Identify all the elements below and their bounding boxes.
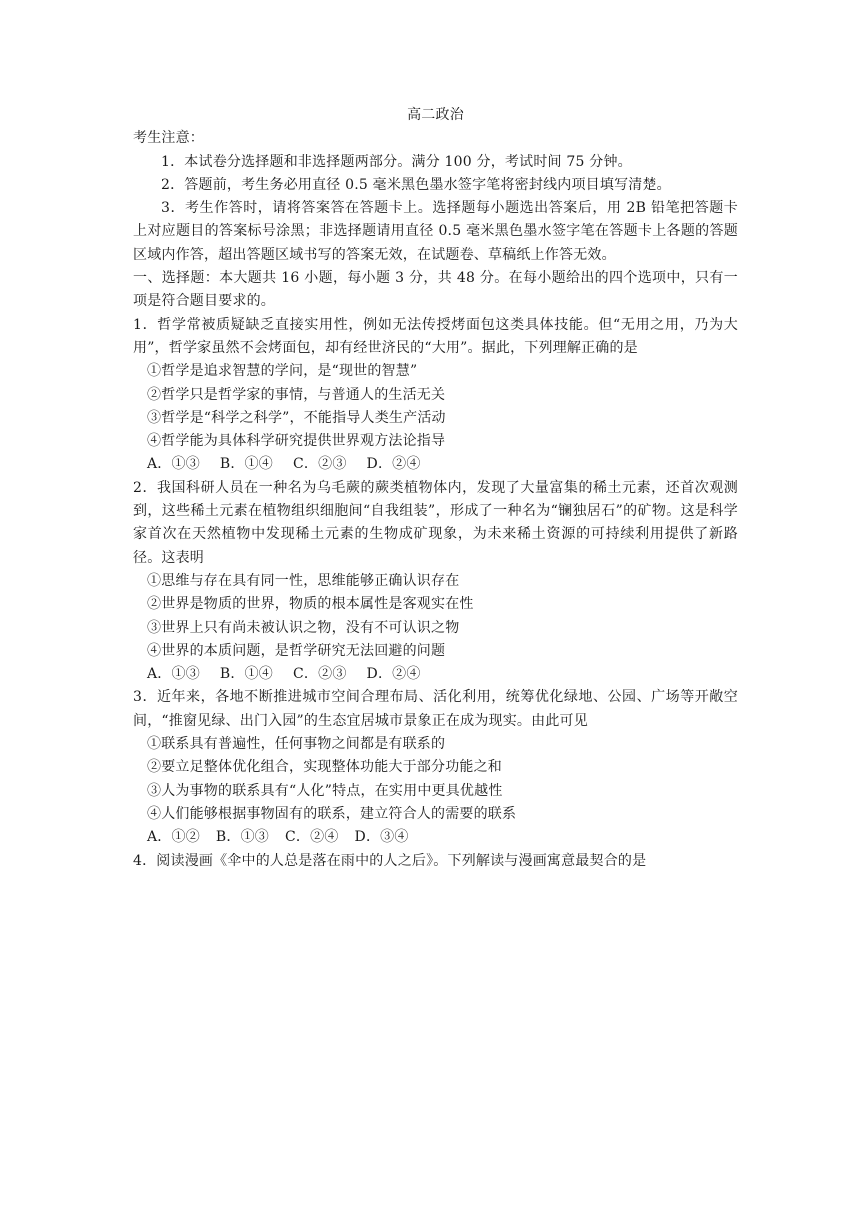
question-1-option-c: C．②③ [293, 456, 347, 473]
question-2-option-d: D．②④ [366, 666, 421, 683]
question-3-option-c: C．②④ [285, 829, 339, 846]
question-4-stem: 4．阅读漫画《伞中的人总是落在雨中的人之后》。下列解读与漫画寓意最契合的是 [133, 852, 647, 869]
question-1-statement-3: ③哲学是“科学之科学”，不能指导人类生产活动 [147, 409, 446, 426]
notice-item-2: 2．答题前，考生务必用直径 0.5 毫米黑色墨水签字笔将密封线内项目填写清楚。 [161, 176, 671, 193]
notice-heading: 考生注意： [133, 130, 204, 147]
exam-title: 高二政治 [407, 107, 464, 123]
question-3-option-a: A．①② [147, 829, 200, 846]
question-2-statement-3: ③世界上只有尚未被认识之物，没有不可认识之物 [147, 619, 460, 636]
question-3-statement-2: ②要立足整体优化组合，实现整体功能大于部分功能之和 [147, 759, 502, 776]
question-1-stem: 1．哲学常被质疑缺乏直接实用性，例如无法传授烤面包这类具体技能。但“无用之用，乃为大用”，哲学家虽然不会烤面包，却有经世济民的“大用”。据此，下列理解正确的是 [133, 316, 738, 356]
question-3-option-b: B．①③ [215, 829, 270, 846]
question-2-statement-1: ①思维与存在具有同一性，思维能够正确认识存在 [147, 572, 460, 589]
exam-page [133, 104, 738, 873]
question-1-options [133, 453, 738, 476]
question-1-statement-1: ①哲学是追求智慧的学问，是“现世的智慧” [147, 363, 418, 380]
question-2-statement-2: ②世界是物质的世界，物质的根本属性是客观实在性 [147, 596, 474, 613]
question-1-option-b: B．①④ [219, 456, 274, 473]
question-2-option-a: A．①③ [147, 666, 200, 683]
question-2-stem: 2．我国科研人员在一种名为乌毛蕨的蕨类植物体内，发现了大量富集的稀土元素，还首次观测到，这些稀土元素在植物组织细胞间“自我组装”，形成了一种名为“镧独居石”的矿物。这是科学家首次在天然植物中发现稀土元素的生物成矿现象，为未来稀土资源的可持续利用提供了新路径。这表明 [133, 479, 738, 566]
question-2-option-b: B．①④ [219, 666, 274, 683]
notice-item-1: 1．本试卷分选择题和非选择题两部分。满分 100 分，考试时间 75 分钟。 [161, 153, 632, 170]
question-3-stem: 3．近年来，各地不断推进城市空间合理布局、活化利用，统筹优化绿地、公园、广场等开敞空间，“推窗见绿、出门入园”的生态宜居城市景象正在成为现实。由此可见 [133, 689, 738, 729]
question-1-statement-2: ②哲学只是哲学家的事情，与普通人的生活无关 [147, 386, 446, 403]
section-heading: 一、选择题：本大题共 16 小题，每小题 3 分，共 48 分。在每小题给出的四个选项中，只有一项是符合题目要求的。 [133, 270, 738, 310]
question-3-options [133, 826, 738, 849]
question-1-statement-4: ④哲学能为具体科学研究提供世界观方法论指导 [147, 433, 446, 450]
question-1-option-d: D．②④ [366, 456, 421, 473]
question-3-statement-3: ③人为事物的联系具有“人化”特点，在实用中更具优越性 [147, 782, 503, 799]
question-2-options [133, 663, 738, 686]
notice-item-3: 3．考生作答时，请将答案答在答题卡上。选择题每小题选出答案后，用 2B 铅笔把答题卡上对应题目的答案标号涂黑；非选择题请用直径 0.5 毫米黑色墨水签字笔在答题卡上各题的答题区域内作答，超出答题区域书写的答案无效，在试题卷、草稿纸上作答无效。 [133, 200, 738, 263]
question-1-option-a: A．①③ [147, 456, 200, 473]
question-3-statement-4: ④人们能够根据事物固有的联系，建立符合人的需要的联系 [147, 805, 517, 822]
question-2-statement-4: ④世界的本质问题，是哲学研究无法回避的问题 [147, 642, 446, 659]
question-3-statement-1: ①联系具有普遍性，任何事物之间都是有联系的 [147, 736, 446, 753]
question-2-option-c: C．②③ [293, 666, 347, 683]
question-3-option-d: D．③④ [354, 829, 409, 846]
